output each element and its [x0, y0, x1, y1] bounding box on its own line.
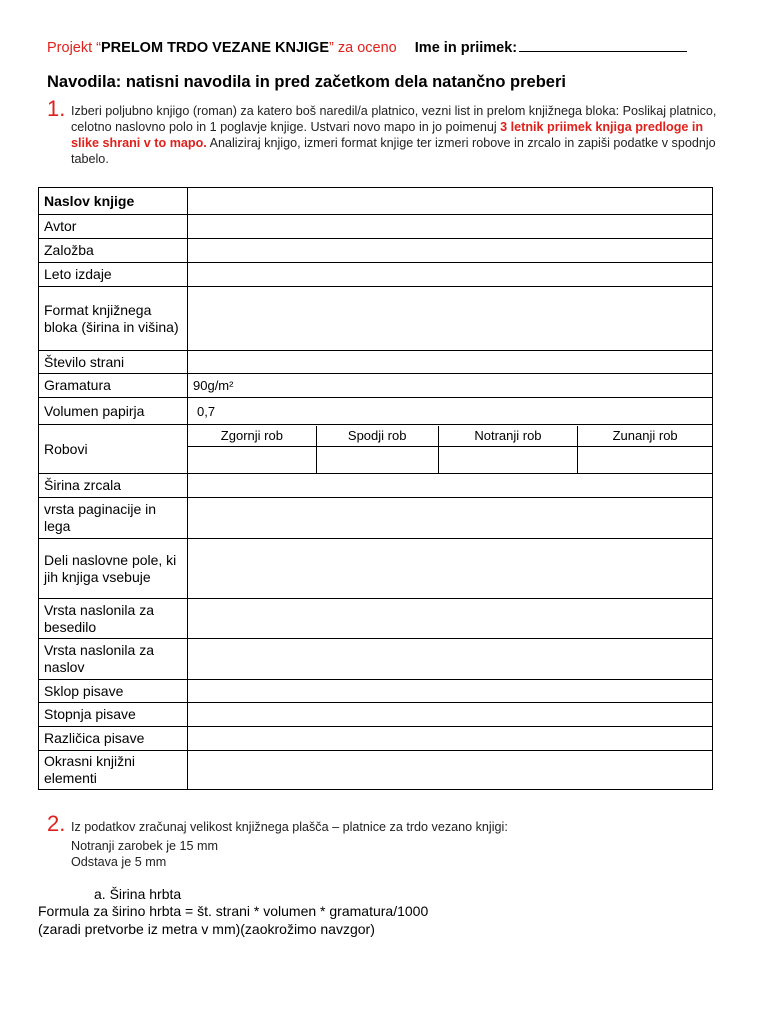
row-value-avtor[interactable] [188, 215, 713, 239]
row-label-naslonilo-besedilo: Vrsta naslonila za besedilo [39, 599, 188, 639]
step-1-number: 1. [47, 96, 66, 121]
table-row [39, 680, 713, 703]
spine-formula [38, 902, 428, 938]
row-value-volumen[interactable]: 0,7 [188, 398, 713, 425]
quote-open: “ [96, 40, 102, 56]
row-label-sirina-zrcala: Širina zrcala [39, 474, 188, 498]
name-input-line[interactable] [519, 37, 687, 52]
project-title: PRELOM TRDO VEZANE KNJIGE [101, 40, 330, 56]
step-1-text [71, 103, 731, 167]
table-row [39, 287, 713, 351]
margin-header-notranji: Notranji rob [438, 426, 578, 447]
table-row [39, 599, 713, 639]
formula-text: Formula za širino hrbta = št. strani * volumen * gramatura/1000 [38, 903, 429, 919]
step-1-text-part1: Izberi poljubno knjigo (roman) za katero boš naredil/a platnico, vezni list in prelom knjižnega bloka: Poslikaj platnico, celotno naslovno polo in 1 poglavje knjige. Ustvari novo mapo in jo poimenuj [71, 104, 717, 134]
row-value-razlicica-pisave[interactable] [188, 727, 713, 751]
row-value-paginacija[interactable] [188, 498, 713, 539]
row-value-sirina-zrcala[interactable] [188, 474, 713, 498]
row-value-gramatura[interactable]: 90g/m² [188, 374, 713, 398]
table-row [39, 639, 713, 680]
table-row [39, 188, 713, 215]
table-row [39, 751, 713, 790]
margin-header-zgornji: Zgornji rob [188, 426, 316, 447]
document-header [47, 37, 687, 56]
table-row [39, 398, 713, 425]
name-label: Ime in priimek: [414, 40, 518, 56]
row-label-volumen: Volumen papirja [39, 398, 188, 425]
instructions-heading: Navodila: natisni navodila in pred začetkom dela natančno preberi [47, 73, 566, 91]
param-odstava: Odstava je 5 mm [71, 855, 167, 869]
table-row [39, 351, 713, 374]
table-row [39, 239, 713, 263]
row-value-zalozba[interactable] [188, 239, 713, 263]
row-label-naslonilo-naslov: Vrsta naslonila za naslov [39, 639, 188, 680]
row-label-stopnja-pisave: Stopnja pisave [39, 703, 188, 727]
row-label-deli-naslovne-pole: Deli naslovne pole, ki jih knjiga vsebuje [39, 539, 188, 599]
step-2-number: 2. [47, 811, 66, 836]
table-row [39, 498, 713, 539]
row-label-zalozba: Založba [39, 239, 188, 263]
table-row [39, 374, 713, 398]
row-value-naslonilo-naslov[interactable] [188, 639, 713, 680]
table-row [39, 215, 713, 239]
step-1-highlight: 3 letnik priimek knjiga predloge in slike shrani v to mapo. [71, 120, 704, 150]
margin-value-zunanji[interactable] [578, 446, 712, 473]
param-notranji-zarobek: Notranji zarobek je 15 mm [71, 839, 218, 853]
row-value-format[interactable] [188, 287, 713, 351]
row-label-razlicica-pisave: Različica pisave [39, 727, 188, 751]
table-row [39, 474, 713, 498]
projekt-label: Projekt [47, 40, 93, 56]
margin-header-spodji: Spodji rob [316, 426, 438, 447]
margin-value-notranji[interactable] [438, 446, 578, 473]
margins-subtable [188, 426, 712, 473]
row-label-leto: Leto izdaje [39, 263, 188, 287]
za-oceno-label: za oceno [337, 40, 397, 56]
formula-note: (zaradi pretvorbe iz metra v mm)(zaokrožimo navzgor) [38, 921, 375, 937]
row-label-okrasni-elementi: Okrasni knjižni elementi [39, 751, 188, 790]
row-label-paginacija: vrsta paginacije in lega [39, 498, 188, 539]
subitem-a-sirina-hrbta: a. Širina hrbta [94, 886, 182, 902]
row-value-sklop-pisave[interactable] [188, 680, 713, 703]
table-row [39, 703, 713, 727]
quote-close: ” [329, 40, 334, 56]
row-label-stevilo-strani: Število strani [39, 351, 188, 374]
row-label-sklop-pisave: Sklop pisave [39, 680, 188, 703]
margin-header-zunanji: Zunanji rob [578, 426, 712, 447]
row-value-robovi [188, 425, 713, 474]
book-analysis-table [38, 187, 713, 790]
row-value-deli-naslovne-pole[interactable] [188, 539, 713, 599]
row-value-stopnja-pisave[interactable] [188, 703, 713, 727]
row-label-naslov: Naslov knjige [39, 188, 188, 215]
row-value-naslonilo-besedilo[interactable] [188, 599, 713, 639]
row-label-avtor: Avtor [39, 215, 188, 239]
row-value-naslov[interactable] [188, 188, 713, 215]
step-2-parameters [71, 838, 218, 870]
table-row [39, 727, 713, 751]
row-value-okrasni-elementi[interactable] [188, 751, 713, 790]
row-label-robovi: Robovi [39, 425, 188, 474]
table-row [39, 425, 713, 474]
row-value-stevilo-strani[interactable] [188, 351, 713, 374]
margin-value-zgornji[interactable] [188, 446, 316, 473]
table-row [39, 263, 713, 287]
row-value-leto[interactable] [188, 263, 713, 287]
row-label-gramatura: Gramatura [39, 374, 188, 398]
table-row [39, 539, 713, 599]
step-1-text-part2: Analiziraj knjigo, izmeri format knjige ter izmeri robove in zrcalo in zapiši podatke v spodnjo tabelo. [71, 136, 716, 166]
margin-value-spodji[interactable] [316, 446, 438, 473]
row-label-format: Format knjižnega bloka (širina in višina) [39, 287, 188, 351]
step-2-text: Iz podatkov zračunaj velikost knjižnega plašča – platnice za trdo vezano knjigi: [71, 820, 508, 834]
